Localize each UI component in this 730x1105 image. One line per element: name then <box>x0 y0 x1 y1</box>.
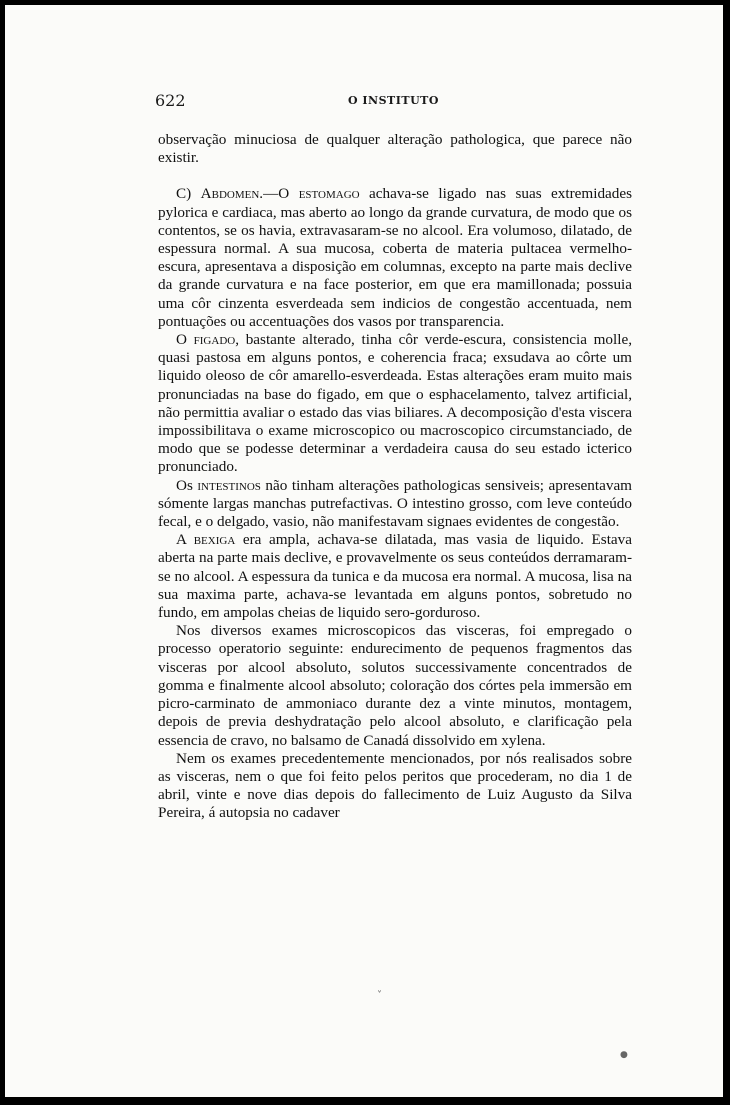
page-header <box>155 91 631 113</box>
paragraph-figado <box>158 331 632 477</box>
organ-term: figado <box>193 331 236 349</box>
organ-term: intestinos <box>197 476 261 494</box>
paragraph-lead: Os <box>176 476 198 494</box>
paragraph-text: era ampla, achava-se dilatada, mas vasia de liquido. Estava aberta na parte mais declive, e provavelmente os seus conteúdos derramaram-se no alcool. A espessura da tunica e da mucosa era normal. A mucosa, lisa na sua maxima parte, achava-se levantada em alguns pontos, sobretudo no fundo, em ampolas cheias de liquido sero-gorduroso. <box>158 531 632 622</box>
paragraph-lead: O <box>176 331 194 349</box>
book-page <box>5 5 723 1097</box>
paragraph-bexiga <box>158 531 632 622</box>
paragraph-text: Nos diversos exames microscopicos das visceras, foi empregado o processo operatorio seguinte: endurecimento de pequenos fragmentos das visceras por alcool absoluto, solutos successivamente concentrados de gomma e finalmente alcool absoluto; coloração dos córtes pela immersão em picro-carminato de ammoniaco durante dez a vinte minutos, montagem, depois de previa deshydratação pelo alcool absoluto, e clarificação pela essencia de cravo, no balsamo de Canadá dissolvido em xylena. <box>158 622 632 749</box>
paragraph-continuation <box>158 131 632 167</box>
section-letter: C) <box>176 185 201 203</box>
paragraph-text: observação minuciosa de qualquer alteração pathologica, que parece não existir. <box>158 131 632 167</box>
print-speck: ● <box>620 1050 628 1060</box>
paragraph-intestinos <box>158 477 632 532</box>
print-speck: ˅ <box>377 990 382 1001</box>
section-dash: —O <box>263 185 299 203</box>
paragraph-text: Nem os exames precedentemente mencionados, por nós realisados sobre as visceras, nem o que foi feito pelos peritos que procederam, no dia 1 de abril, vinte e nove dias depois do fallecimento de Luiz Augusto da Silva Pereira, á autopsia no cadaver <box>158 749 632 822</box>
page-number: 622 <box>155 91 186 110</box>
organ-term: bexiga <box>193 531 236 549</box>
paragraph-abdomen <box>158 185 632 331</box>
paragraph-text: achava-se ligado nas suas extremidades pylorica e cardiaca, mas aberto ao longo da grande curvatura, de modo que os contentos, se os havia, extravasaram-se no alcool. Era volumoso, dilatado, de espessura normal. A sua mucosa, coberta de materia pultacea vermelho-escura, apresentava a disposição em columnas, excepto na parte mais declive da grande curvatura e na face posterior, em que era mamillonada; possuia uma côr cinzenta esverdeada sem indicios de congestão accentuada, nem pontuações ou accentuações dos vasos por transparencia. <box>158 185 633 330</box>
paragraph-text: , bastante alterado, tinha côr verde-escura, consistencia molle, quasi pastosa em alguns pontos, e coherencia fraca; exsudava ao côrte um liquido oleoso de côr amarello-esverdeada. Estas alterações eram muito mais pronunciadas na base do figado, em que o esphacelamento, talvez artificial, não permittia avaliar o estado das vias biliares. A decomposição d'esta viscera impossibilitava o exame microscopico ou macroscopico circumstanciado, de modo que se podesse determinar a verdadeira causa do seu estado icterico pronunciado. <box>158 331 632 476</box>
body-text <box>158 131 632 823</box>
paragraph-text: não tinham alterações pathologicas sensiveis; apresentavam sómente largas manchas putrefactivas. O intestino grosso, com leve conteúdo fecal, e o delgado, vasio, não manifestavam signaes evidentes de congestão. <box>158 476 632 531</box>
organ-term: estomago <box>298 185 360 203</box>
paragraph-lead: A <box>176 531 194 549</box>
paragraph-microscopy <box>158 622 632 749</box>
paragraph-autopsy <box>158 750 632 823</box>
running-title: O INSTITUTO <box>348 94 439 107</box>
section-heading: Abdomen. <box>200 185 264 203</box>
